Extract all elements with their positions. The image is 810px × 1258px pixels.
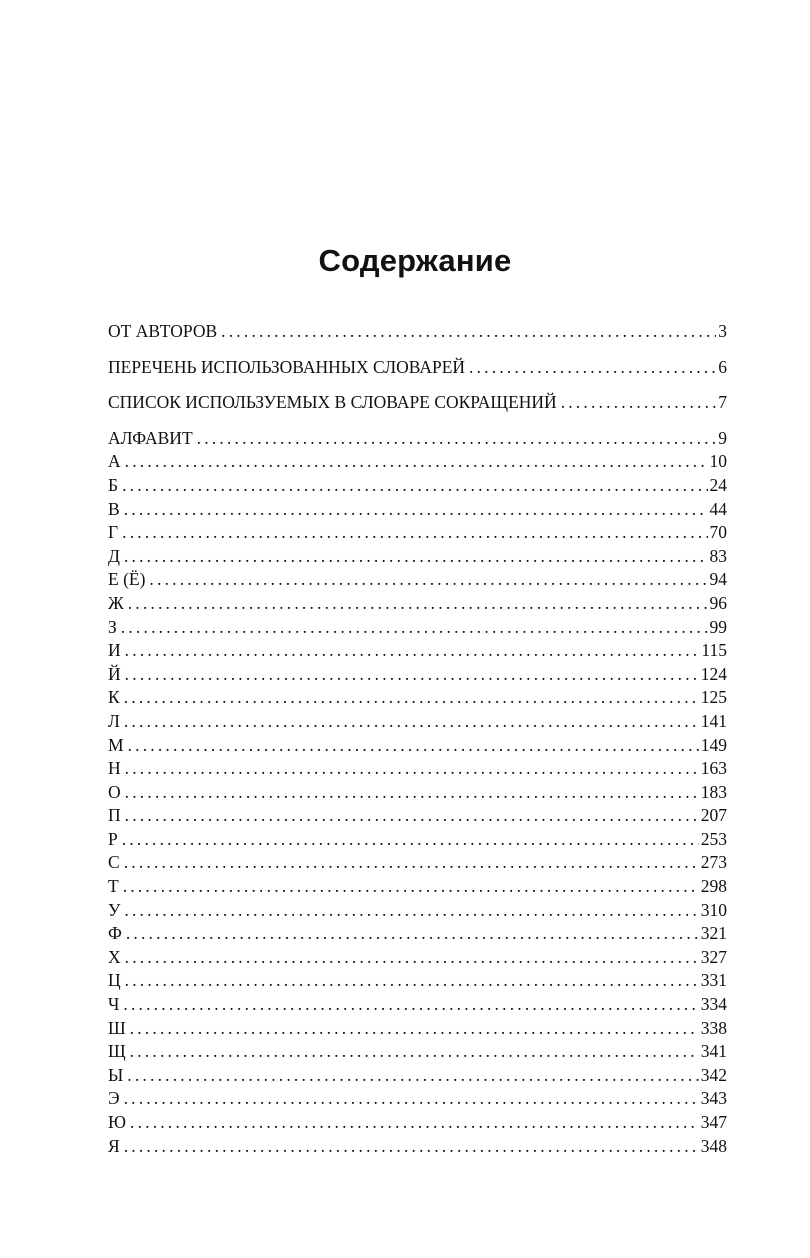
toc-entry-page: 7	[718, 392, 727, 413]
toc-letter-entry[interactable]	[108, 1135, 727, 1159]
dot-leader	[125, 946, 699, 970]
toc-entry-page: 149	[700, 734, 727, 755]
toc-entry-label: Ж	[108, 592, 124, 613]
dot-leader	[124, 1135, 699, 1159]
toc-letter-entry[interactable]	[108, 734, 727, 758]
toc-section-entry-0[interactable]	[108, 320, 727, 344]
toc-entry-label: З	[108, 616, 117, 637]
toc-entry-page: 141	[700, 710, 727, 731]
toc-entry-label: Ю	[108, 1112, 126, 1132]
dot-leader	[561, 391, 717, 415]
toc-letter-entry[interactable]	[108, 1111, 727, 1135]
toc-entry-page: 24	[709, 474, 727, 495]
table-of-contents	[108, 320, 727, 1170]
toc-letter-entry[interactable]	[108, 1087, 727, 1111]
toc-letter-entry[interactable]	[108, 1040, 727, 1064]
toc-letter-entry[interactable]	[108, 592, 727, 616]
toc-entry-label: Р	[108, 828, 118, 849]
dot-leader	[122, 828, 699, 852]
toc-letter-entry[interactable]	[108, 969, 727, 993]
dot-leader	[197, 427, 717, 451]
toc-entry-label: М	[108, 734, 124, 755]
dot-leader	[124, 498, 708, 522]
toc-entry-page: 70	[709, 522, 727, 543]
dot-leader	[124, 686, 699, 710]
toc-letter-entry[interactable]	[108, 710, 727, 734]
dot-leader	[122, 521, 707, 545]
toc-entry-label: Э	[108, 1088, 120, 1109]
toc-entry-page: 273	[700, 852, 727, 873]
toc-entry-label: Я	[108, 1135, 120, 1156]
toc-entry-label: К	[108, 687, 120, 708]
dot-leader	[125, 639, 700, 663]
dot-leader	[125, 969, 699, 993]
toc-letter-entry[interactable]	[108, 851, 727, 875]
toc-entry-page: 341	[700, 1041, 727, 1062]
toc-entry-label: О	[108, 781, 121, 802]
toc-letter-entry[interactable]	[108, 993, 727, 1017]
dot-leader	[130, 1111, 699, 1135]
toc-letter-entry[interactable]	[108, 616, 727, 640]
toc-entry-label: Д	[108, 545, 120, 566]
toc-letter-entry[interactable]	[108, 757, 727, 781]
toc-letter-entry[interactable]	[108, 922, 727, 946]
toc-entry-page: 348	[700, 1135, 727, 1156]
dot-leader	[127, 1064, 698, 1088]
toc-entry-page: 44	[709, 498, 727, 519]
toc-entry-label: И	[108, 640, 121, 661]
toc-entry-page: 342	[700, 1064, 727, 1085]
toc-entry-page: 96	[709, 592, 727, 613]
dot-leader	[128, 734, 699, 758]
toc-letter-entry[interactable]	[108, 1064, 727, 1088]
toc-entry-page: 321	[700, 923, 727, 944]
toc-entry-label: С	[108, 852, 120, 873]
toc-letter-entry[interactable]	[108, 639, 727, 663]
dot-leader	[124, 545, 708, 569]
dot-leader	[125, 804, 699, 828]
toc-letter-entry[interactable]	[108, 498, 727, 522]
toc-section-entry-2[interactable]	[108, 391, 727, 415]
toc-entry-page: 125	[700, 687, 727, 708]
dot-leader	[125, 781, 699, 805]
toc-entry-page: 347	[700, 1112, 727, 1132]
dot-leader	[126, 922, 699, 946]
dot-leader	[221, 320, 716, 344]
toc-entry-page: 6	[718, 356, 727, 377]
toc-letter-entry[interactable]	[108, 474, 727, 498]
toc-letter-entry[interactable]	[108, 781, 727, 805]
alphabet-section	[108, 427, 727, 1158]
toc-letter-entry[interactable]	[108, 545, 727, 569]
toc-letter-entry[interactable]	[108, 686, 727, 710]
toc-entry-page: 99	[709, 616, 727, 637]
toc-letter-entry[interactable]	[108, 804, 727, 828]
toc-letter-entry[interactable]	[108, 828, 727, 852]
dot-leader	[123, 993, 698, 1017]
toc-entry-page: 163	[700, 758, 727, 779]
toc-entry-page: 83	[709, 545, 727, 566]
dot-leader	[149, 568, 707, 592]
dot-leader	[121, 616, 708, 640]
toc-entry-page: 343	[700, 1088, 727, 1109]
toc-entry-page: 115	[701, 640, 727, 661]
dot-leader	[123, 875, 699, 899]
toc-entry-label: Е (Ё)	[108, 569, 146, 590]
toc-entry-page: 334	[700, 994, 727, 1015]
dot-leader	[130, 1017, 699, 1041]
dot-leader	[124, 710, 699, 734]
toc-entry-page: 338	[700, 1017, 727, 1038]
toc-entry-page: 183	[700, 781, 727, 802]
dot-leader	[122, 474, 707, 498]
toc-letter-entry[interactable]	[108, 899, 727, 923]
toc-entry-label: А	[108, 451, 121, 472]
toc-letter-entry[interactable]	[108, 1017, 727, 1041]
toc-entry-label: Т	[108, 876, 119, 897]
toc-entry-label: В	[108, 498, 120, 519]
toc-entry-page: 331	[700, 970, 727, 991]
toc-entry-label: Ш	[108, 1017, 126, 1038]
toc-entry-page: 310	[700, 899, 727, 920]
toc-entry-label: Й	[108, 663, 121, 684]
toc-entry-label: Ф	[108, 923, 122, 944]
dot-leader	[124, 851, 699, 875]
dot-leader	[125, 757, 699, 781]
dot-leader	[124, 899, 698, 923]
toc-entry-page: 253	[700, 828, 727, 849]
toc-letter-entry[interactable]	[108, 663, 727, 687]
toc-entry-label: Г	[108, 522, 119, 543]
dot-leader	[125, 663, 699, 687]
toc-entry-label: АЛФАВИТ	[108, 427, 193, 448]
toc-letter-entry[interactable]	[108, 875, 727, 899]
toc-entry-page: 10	[709, 451, 727, 472]
toc-letter-entry[interactable]	[108, 568, 727, 592]
toc-entry-label: ПЕРЕЧЕНЬ ИСПОЛЬЗОВАННЫХ СЛОВАРЕЙ	[108, 356, 466, 377]
dot-leader	[124, 1087, 699, 1111]
dot-leader	[125, 450, 708, 474]
dot-leader	[130, 1040, 699, 1064]
toc-entry-page: 207	[700, 805, 727, 826]
toc-entry-page: 327	[700, 946, 727, 967]
toc-entry-page: 9	[718, 427, 727, 448]
toc-entry-label: Ч	[108, 994, 120, 1015]
toc-entry-page: 124	[700, 663, 727, 684]
toc-entry-label: Б	[108, 474, 119, 495]
toc-entry-page: 94	[709, 569, 727, 590]
toc-entry-label: Ц	[108, 970, 121, 991]
toc-entry-label: СПИСОК ИСПОЛЬЗУЕМЫХ В СЛОВАРЕ СОКРАЩЕНИЙ	[108, 392, 557, 413]
dot-leader	[469, 356, 716, 380]
toc-entry-label: Ы	[108, 1064, 124, 1085]
toc-letter-entry[interactable]	[108, 521, 727, 545]
toc-entry-label: Щ	[108, 1041, 126, 1062]
toc-entry-label: ОТ АВТОРОВ	[108, 321, 218, 341]
toc-entry-label: Н	[108, 758, 121, 779]
toc-entry-label: Л	[108, 710, 120, 731]
page-title: Содержание	[318, 243, 512, 278]
toc-entry-label: Х	[108, 946, 121, 967]
dot-leader	[128, 592, 708, 616]
toc-entry-label: У	[108, 899, 121, 920]
toc-letter-entry[interactable]	[108, 450, 727, 474]
toc-entry-page: 298	[700, 876, 727, 897]
toc-alphabet-entry[interactable]	[108, 427, 727, 451]
toc-entry-label: П	[108, 805, 121, 826]
toc-entry-page: 3	[718, 321, 727, 341]
toc-section-entry-1[interactable]	[108, 356, 727, 380]
letter-entries	[108, 450, 727, 1158]
toc-letter-entry[interactable]	[108, 946, 727, 970]
